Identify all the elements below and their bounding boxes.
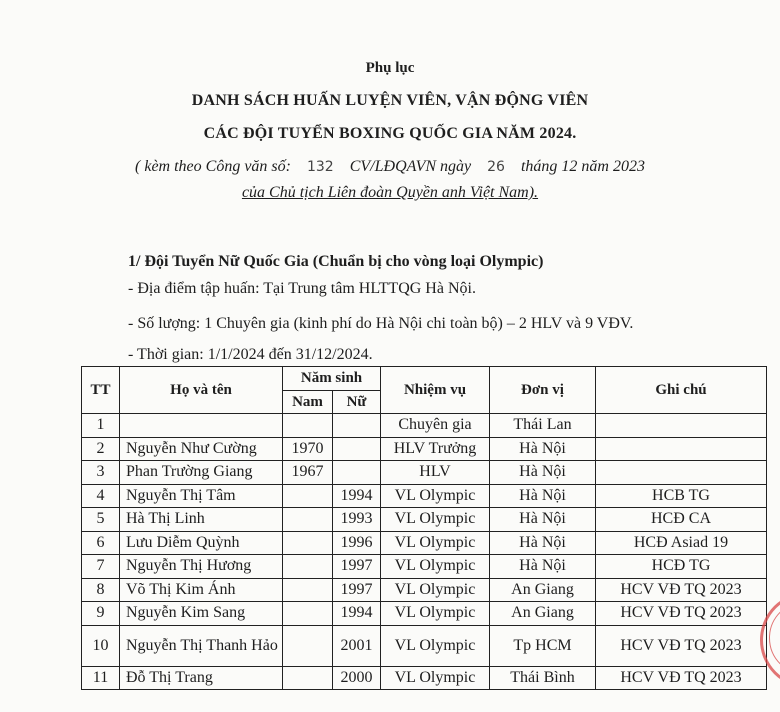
header-male: Nam <box>283 390 333 414</box>
row-tt: 7 <box>82 555 120 579</box>
header-duty: Nhiệm vụ <box>381 367 490 414</box>
row-female-year: 1993 <box>333 508 381 532</box>
row-tt: 2 <box>82 437 120 461</box>
row-duty: VL Olympic <box>381 578 490 602</box>
row-unit: Hà Nội <box>490 484 596 508</box>
ref-number-handwritten: 132 <box>306 159 334 175</box>
row-duty: VL Olympic <box>381 484 490 508</box>
row-male-year <box>283 578 333 602</box>
table-row <box>82 414 767 438</box>
row-unit: Thái Bình <box>490 666 596 690</box>
row-tt: 9 <box>82 602 120 626</box>
row-female-year: 1996 <box>333 531 381 555</box>
quantity-line: - Số lượng: 1 Chuyên gia (kinh phí do Hà Nội chi toàn bộ) – 2 HLV và 9 VĐV. <box>128 315 634 332</box>
row-male-year <box>283 625 333 666</box>
row-note: HCĐ Asiad 19 <box>596 531 767 555</box>
row-note: HCV VĐ TQ 2023 <box>596 666 767 690</box>
table-row <box>82 578 767 602</box>
row-male-year <box>283 508 333 532</box>
row-note <box>596 437 767 461</box>
row-male-year: 1970 <box>283 437 333 461</box>
row-unit: Tp HCM <box>490 625 596 666</box>
row-name: Đỗ Thị Trang <box>120 666 283 690</box>
row-duty: HLV <box>381 461 490 485</box>
row-name: Phan Trường Giang <box>120 461 283 485</box>
document-title-line2: CÁC ĐỘI TUYỂN BOXING QUỐC GIA NĂM 2024. <box>203 125 577 142</box>
document-title-line1: DANH SÁCH HUẤN LUYỆN VIÊN, VẬN ĐỘNG VIÊN <box>191 92 589 109</box>
ref-day-handwritten: 26 <box>487 159 505 175</box>
row-note: HCV VĐ TQ 2023 <box>596 578 767 602</box>
row-name: Nguyễn Thị Thanh Hảo <box>120 625 283 666</box>
row-note: HCĐ CA <box>596 508 767 532</box>
table-row <box>82 666 767 690</box>
table-row <box>82 625 767 666</box>
row-male-year <box>283 555 333 579</box>
row-female-year: 1997 <box>333 555 381 579</box>
row-tt: 5 <box>82 508 120 532</box>
roster-table <box>81 366 767 690</box>
row-name: Lưu Diễm Quỳnh <box>120 531 283 555</box>
row-unit: An Giang <box>490 602 596 626</box>
header-name: Họ và tên <box>120 367 283 414</box>
table-row <box>82 484 767 508</box>
appendix-label: Phụ lục <box>365 60 415 76</box>
header-unit: Đơn vị <box>490 367 596 414</box>
header-tt: TT <box>82 367 120 414</box>
table-row <box>82 461 767 485</box>
table-row <box>82 555 767 579</box>
row-note: HCB TG <box>596 484 767 508</box>
row-note <box>596 414 767 438</box>
row-name: Nguyễn Thị Hương <box>120 555 283 579</box>
row-female-year <box>333 461 381 485</box>
row-tt: 3 <box>82 461 120 485</box>
reference-line <box>0 158 780 176</box>
row-name: Võ Thị Kim Ánh <box>120 578 283 602</box>
ref-suffix: tháng 12 năm 2023 <box>520 158 645 175</box>
row-male-year <box>283 484 333 508</box>
row-duty: VL Olympic <box>381 508 490 532</box>
row-unit: Hà Nội <box>490 531 596 555</box>
row-name: Hà Thị Linh <box>120 508 283 532</box>
row-unit: Hà Nội <box>490 461 596 485</box>
row-name: Nguyễn Thị Tâm <box>120 484 283 508</box>
row-name <box>120 414 283 438</box>
row-female-year: 1994 <box>333 484 381 508</box>
row-note: HCV VĐ TQ 2023 <box>596 625 767 666</box>
roster-body <box>82 414 767 690</box>
ref-prefix: ( kèm theo Công văn số: <box>135 158 291 175</box>
table-row <box>82 531 767 555</box>
row-male-year <box>283 414 333 438</box>
location-line: - Địa điểm tập huấn: Tại Trung tâm HLTTQG Hà Nội. <box>128 280 476 297</box>
row-unit: Hà Nội <box>490 437 596 461</box>
ref-line2-text: của Chủ tịch Liên đoàn Quyền anh Việt Nam). <box>241 184 539 201</box>
row-unit: Hà Nội <box>490 508 596 532</box>
row-tt: 8 <box>82 578 120 602</box>
row-name: Nguyễn Như Cường <box>120 437 283 461</box>
row-male-year <box>283 602 333 626</box>
row-female-year <box>333 437 381 461</box>
row-female-year <box>333 414 381 438</box>
row-unit: An Giang <box>490 578 596 602</box>
row-duty: VL Olympic <box>381 666 490 690</box>
row-duty: Chuyên gia <box>381 414 490 438</box>
section-title: 1/ Đội Tuyển Nữ Quốc Gia (Chuẩn bị cho vòng loại Olympic) <box>128 253 544 270</box>
reference-line2 <box>0 184 780 202</box>
row-female-year: 1994 <box>333 602 381 626</box>
row-unit: Thái Lan <box>490 414 596 438</box>
ref-code-day-prefix: CV/LĐQAVN ngày <box>349 158 472 175</box>
row-male-year: 1967 <box>283 461 333 485</box>
row-tt: 4 <box>82 484 120 508</box>
row-tt: 11 <box>82 666 120 690</box>
row-female-year: 2001 <box>333 625 381 666</box>
table-row <box>82 602 767 626</box>
row-female-year: 2000 <box>333 666 381 690</box>
row-tt: 6 <box>82 531 120 555</box>
row-female-year: 1997 <box>333 578 381 602</box>
table-row <box>82 437 767 461</box>
row-note: HCV VĐ TQ 2023 <box>596 602 767 626</box>
row-unit: Hà Nội <box>490 555 596 579</box>
row-note <box>596 461 767 485</box>
header-note: Ghi chú <box>596 367 767 414</box>
header-birth-year: Năm sinh <box>283 367 381 391</box>
row-tt: 1 <box>82 414 120 438</box>
row-tt: 10 <box>82 625 120 666</box>
row-duty: HLV Trưởng <box>381 437 490 461</box>
table-row <box>82 508 767 532</box>
row-duty: VL Olympic <box>381 555 490 579</box>
row-male-year <box>283 666 333 690</box>
row-name: Nguyễn Kim Sang <box>120 602 283 626</box>
row-male-year <box>283 531 333 555</box>
row-note: HCĐ TG <box>596 555 767 579</box>
header-female: Nữ <box>333 390 381 414</box>
row-duty: VL Olympic <box>381 602 490 626</box>
row-duty: VL Olympic <box>381 531 490 555</box>
time-line: - Thời gian: 1/1/2024 đến 31/12/2024. <box>128 346 373 363</box>
row-duty: VL Olympic <box>381 625 490 666</box>
